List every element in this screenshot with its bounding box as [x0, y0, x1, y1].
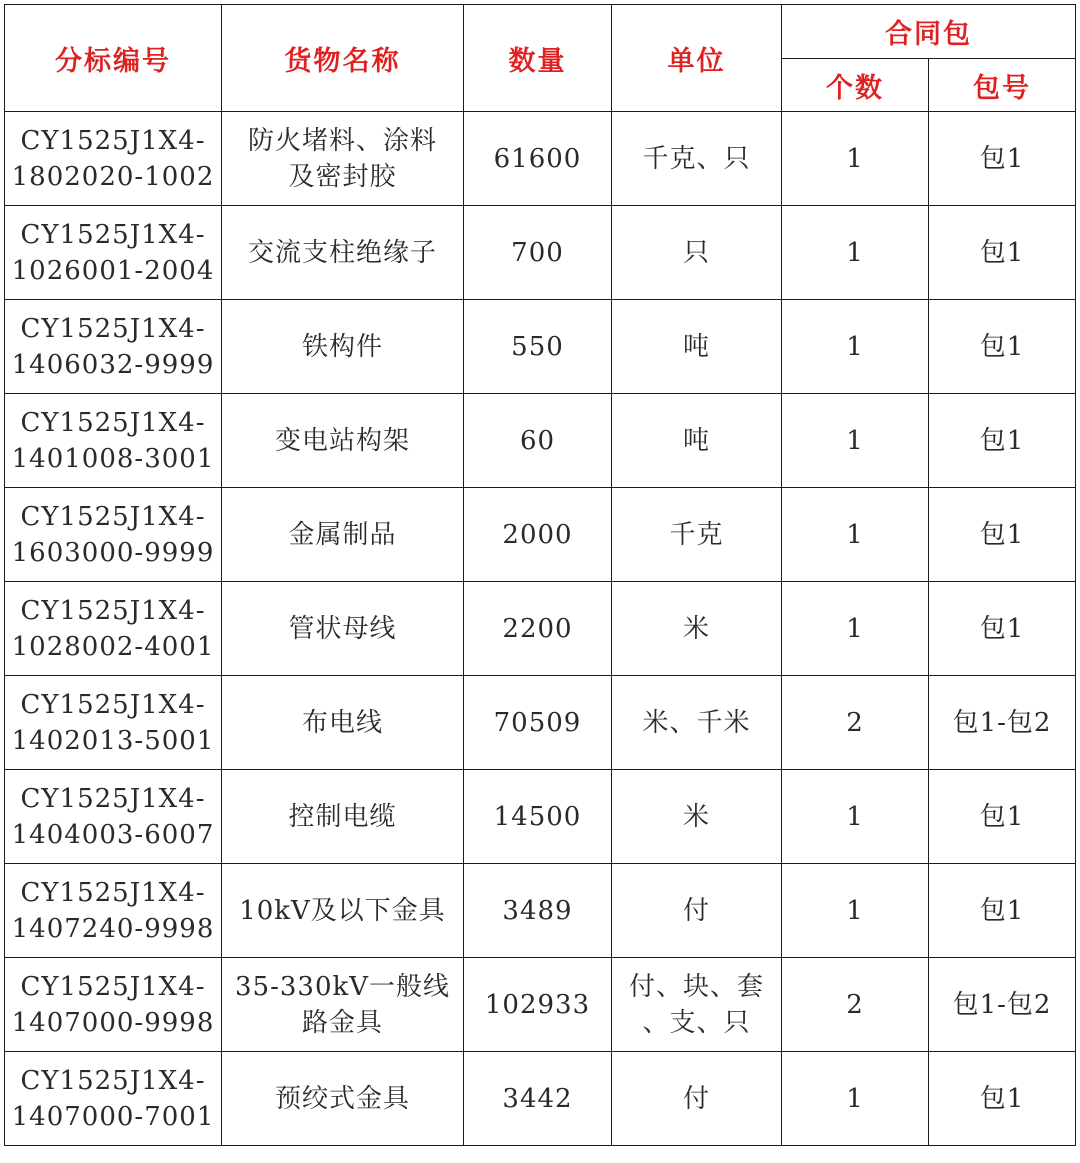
goods-table: [4, 4, 1076, 1146]
cell-code: [5, 582, 222, 676]
cell-name: [222, 958, 464, 1052]
table-row: [5, 1052, 1076, 1146]
cell-name-line: 预绞式金具: [274, 1083, 410, 1114]
cell-code-line: 1407000-9998: [11, 1007, 215, 1038]
cell-code-line: CY1525J1X4-: [20, 877, 206, 908]
cell-code: [5, 958, 222, 1052]
cell-code-line: 1406032-9999: [11, 349, 215, 380]
cell-code-line: CY1525J1X4-: [20, 1065, 206, 1096]
header-unit: 单位: [612, 5, 782, 112]
cell-unit: [612, 488, 782, 582]
cell-package: 包1-包2: [929, 958, 1076, 1052]
cell-unit-line: 付: [682, 1083, 710, 1114]
table-row: [5, 206, 1076, 300]
cell-name: [222, 300, 464, 394]
cell-name: [222, 112, 464, 206]
cell-qty: 3442: [464, 1052, 612, 1146]
cell-code-line: 1802020-1002: [11, 161, 215, 192]
cell-code-line: CY1525J1X4-: [20, 971, 206, 1002]
cell-code: [5, 112, 222, 206]
cell-name-line: 防火堵料、涂料: [247, 125, 437, 156]
cell-name: [222, 770, 464, 864]
table-row: [5, 676, 1076, 770]
cell-qty: 70509: [464, 676, 612, 770]
cell-name: [222, 394, 464, 488]
cell-count: 1: [782, 206, 929, 300]
cell-code-line: 1402013-5001: [11, 725, 215, 756]
cell-qty: 700: [464, 206, 612, 300]
cell-package: 包1-包2: [929, 676, 1076, 770]
cell-unit-line: 付、块、套: [628, 971, 764, 1002]
cell-name-line: 控制电缆: [288, 801, 397, 832]
cell-unit-line: 米: [682, 801, 710, 832]
cell-count: 1: [782, 488, 929, 582]
cell-code-line: CY1525J1X4-: [20, 689, 206, 720]
cell-qty: 2200: [464, 582, 612, 676]
header-name: 货物名称: [222, 5, 464, 112]
cell-unit-line: 千克: [669, 519, 724, 550]
cell-count: 2: [782, 676, 929, 770]
cell-count: 1: [782, 582, 929, 676]
cell-package: 包1: [929, 300, 1076, 394]
cell-name-line: 金属制品: [288, 519, 397, 550]
cell-code: [5, 394, 222, 488]
cell-name: [222, 488, 464, 582]
cell-package: 包1: [929, 394, 1076, 488]
cell-package: 包1: [929, 112, 1076, 206]
cell-unit: [612, 864, 782, 958]
cell-package: 包1: [929, 864, 1076, 958]
cell-package: 包1: [929, 206, 1076, 300]
cell-count: 1: [782, 1052, 929, 1146]
header-qty: 数量: [464, 5, 612, 112]
header-code: 分标编号: [5, 5, 222, 112]
cell-count: 1: [782, 864, 929, 958]
cell-code-line: 1603000-9999: [11, 537, 215, 568]
cell-unit-line: 吨: [682, 425, 710, 456]
cell-package: 包1: [929, 582, 1076, 676]
cell-code-line: CY1525J1X4-: [20, 595, 206, 626]
cell-qty: 2000: [464, 488, 612, 582]
cell-code: [5, 864, 222, 958]
table-row: [5, 394, 1076, 488]
cell-name-line: 管状母线: [288, 613, 397, 644]
cell-qty: 102933: [464, 958, 612, 1052]
table-row: [5, 770, 1076, 864]
cell-code-line: CY1525J1X4-: [20, 313, 206, 344]
table-body: [5, 112, 1076, 1146]
cell-name-line: 35-330kV一般线: [234, 971, 451, 1002]
cell-code: [5, 770, 222, 864]
cell-unit-line: 只: [682, 237, 710, 268]
cell-name: [222, 582, 464, 676]
cell-name: [222, 864, 464, 958]
cell-code-line: CY1525J1X4-: [20, 501, 206, 532]
cell-count: 1: [782, 112, 929, 206]
header-contract-package: 合同包: [782, 5, 1076, 59]
cell-package: 包1: [929, 488, 1076, 582]
table-row: [5, 582, 1076, 676]
cell-code-line: 1407000-7001: [11, 1101, 215, 1132]
cell-unit: [612, 1052, 782, 1146]
cell-name: [222, 1052, 464, 1146]
cell-name-line: 铁构件: [301, 331, 383, 362]
header-count: 个数: [782, 59, 929, 112]
cell-unit: [612, 206, 782, 300]
cell-code: [5, 676, 222, 770]
cell-qty: 61600: [464, 112, 612, 206]
cell-package: 包1: [929, 770, 1076, 864]
cell-unit: [612, 582, 782, 676]
cell-unit: [612, 676, 782, 770]
goods-table-container: [4, 4, 1076, 1146]
cell-name-line: 交流支柱绝缘子: [247, 237, 437, 268]
cell-unit-line: 吨: [682, 331, 710, 362]
cell-code: [5, 488, 222, 582]
cell-code-line: 1028002-4001: [11, 631, 215, 662]
cell-name-line: 变电站构架: [274, 425, 410, 456]
cell-count: 1: [782, 394, 929, 488]
header-package-number: 包号: [929, 59, 1076, 112]
cell-code-line: 1026001-2004: [11, 255, 215, 286]
cell-name-line: 及密封胶: [288, 161, 397, 192]
table-header: [5, 5, 1076, 112]
cell-count: 2: [782, 958, 929, 1052]
table-row: [5, 300, 1076, 394]
cell-code-line: 1404003-6007: [11, 819, 215, 850]
cell-unit-line: 付: [682, 895, 710, 926]
cell-code-line: 1407240-9998: [11, 913, 215, 944]
cell-code-line: CY1525J1X4-: [20, 125, 206, 156]
cell-name-line: 布电线: [301, 707, 383, 738]
cell-code: [5, 300, 222, 394]
cell-name: [222, 676, 464, 770]
cell-code-line: CY1525J1X4-: [20, 407, 206, 438]
cell-unit: [612, 394, 782, 488]
cell-qty: 3489: [464, 864, 612, 958]
cell-qty: 60: [464, 394, 612, 488]
cell-code-line: CY1525J1X4-: [20, 783, 206, 814]
cell-code-line: 1401008-3001: [11, 443, 215, 474]
cell-name: [222, 206, 464, 300]
cell-unit: [612, 770, 782, 864]
cell-unit-line: 、支、只: [642, 1007, 751, 1038]
cell-count: 1: [782, 770, 929, 864]
cell-code: [5, 1052, 222, 1146]
cell-unit-line: 米、千米: [642, 707, 751, 738]
cell-name-line: 10kV及以下金具: [239, 895, 446, 926]
cell-unit: [612, 300, 782, 394]
cell-code-line: CY1525J1X4-: [20, 219, 206, 250]
table-row: [5, 488, 1076, 582]
cell-unit-line: 米: [682, 613, 710, 644]
table-row: [5, 958, 1076, 1052]
table-row: [5, 864, 1076, 958]
cell-unit: [612, 112, 782, 206]
table-row: [5, 112, 1076, 206]
cell-qty: 550: [464, 300, 612, 394]
cell-unit: [612, 958, 782, 1052]
cell-count: 1: [782, 300, 929, 394]
cell-name-line: 路金具: [301, 1007, 383, 1038]
cell-code: [5, 206, 222, 300]
cell-unit-line: 千克、只: [642, 143, 751, 174]
cell-package: 包1: [929, 1052, 1076, 1146]
cell-qty: 14500: [464, 770, 612, 864]
